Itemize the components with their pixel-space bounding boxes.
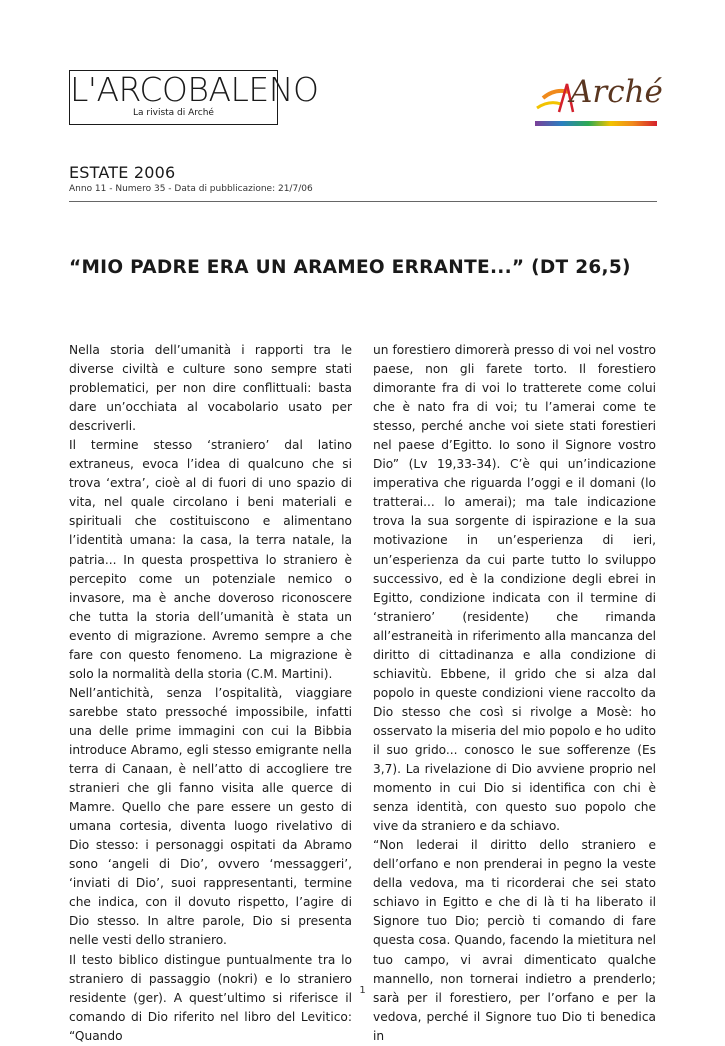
paragraph: Il testo biblico distingue puntualmente tra lo straniero di passaggio (nokri) e lo straniero residente (ger). A quest’ultimo si riferisce il comando di Dio riferito nel libro del Levitico: “Quando — [69, 952, 352, 1043]
paragraph: Nella storia dell’umanità i rapporti tra le diverse civiltà e culture sono sempre stati problematici, per non dire conflittuali: basta dare un’occhiata al vocabolario usato per descriverli. — [69, 343, 352, 434]
logo-text: Arché — [570, 74, 663, 110]
paragraph: Nell’antichità, senza l’ospitalità, viaggiare sarebbe stato pressoché impossibile, infatti una delle prime immagini con cui la Bibbia introduce Abramo, egli stesso emigrante nella terra di Canaan, è nell’atto di accogliere tre stranieri che gli fanno visita alle querce di Mamre. Quello che pare essere un gesto di umana cortesia, diventa luogo rivelativo di Dio stesso: i personaggi ospitati da Abramo sono ‘angeli di Dio’, ovvero ‘messaggeri’, ‘inviati di Dio’, suoi rappresentanti, termine che indica, con il dovuto rispetto, l’agire di Dio stesso. In altre parole, Dio si presenta nelle vesti dello straniero. — [69, 685, 352, 948]
page-number: 1 — [359, 985, 366, 996]
paragraph: Il termine stesso ‘straniero’ dal latino extraneus, evoca l’idea di qualcuno che si trova ‘extra’, cioè al di fuori di uno spazio di vita, nel quale circolano i beni materiali e spirituali che costituiscono e alimentano l’identità umana: la casa, la terra natale, la patria... In questa prospettiva lo straniero è percepito come un potenziale nemico o invasore, ma è anche doveroso riconoscere che tutta la storia dell’umanità è stata un evento di migrazione. Avremo sempre a che fare con questo fenomeno. La migrazione è solo la normalità della storia (C.M. Martini). — [69, 438, 352, 681]
arche-logo — [535, 72, 663, 128]
issue-title: ESTATE 2006 — [69, 163, 176, 182]
right-column — [373, 341, 656, 1046]
divider — [69, 201, 657, 202]
paragraph: “Non lederai il diritto dello straniero e dell’orfano e non prenderai in pegno la veste della vedova, ma ti ricorderai che sei stato schiavo in Egitto e che di là ti ha liberato il Signore tuo Dio; perciò ti comando di fare questa cosa. Quando, facendo la mietitura nel tuo campo, vi avrai dimenticato qualche mannello, non tornerai indietro a prenderlo; sarà per il forestiero, per l’orfano e per la vedova, perché il Signore tuo Dio ti benedica in — [373, 838, 656, 1043]
paragraph: un forestiero dimorerà presso di voi nel vostro paese, non gli farete torto. Il forestiero dimorante fra di voi lo tratterete come colui che è nato fra di voi; tu l’amerai come te stesso, perché anche voi siete stati forestieri nel paese d’Egitto. Io sono il Signore vostro Dio” (Lv 19,33-34). C’è qui un’indicazione imperativa che riguarda l’oggi e il domani (lo tratterai... lo amerai); ma tale indicazione trova la sua sorgente di ispirazione e la sua motivazione in un’esperienza di ieri, un’esperienza da cui parte tutto lo sviluppo successivo, ed è la condizione degli ebrei in Egitto, condizione indicata con il termine di ‘straniero’ (residente) che rimanda all’estraneità in riferimento alla mancanza del diritto di cittadinanza e alla condizione di schiavitù. Ebbene, il grido che si alza dal popolo in queste condizioni viene raccolto da Dio stesso che così si rivolge a Mosè: ho osservato la miseria del mio popolo e ho udito il suo grido... conosco le sue sofferenze (Es 3,7). La rivelazione di Dio avviene proprio nel momento in cui Dio si identifica con chi è senza identità, con questo suo popolo che vive da straniero e da schiavo. — [373, 343, 656, 834]
issue-meta: Anno 11 - Numero 35 - Data di pubblicazione: 21/7/06 — [69, 184, 313, 194]
masthead-logo — [69, 70, 319, 125]
rainbow-bar — [535, 121, 657, 126]
masthead-title: L'ARCOBALENO — [70, 70, 319, 109]
article-headline: “MIO PADRE ERA UN ARAMEO ERRANTE...” (DT 26,5) — [69, 257, 631, 278]
masthead-subtitle: La rivista di Arché — [133, 108, 214, 118]
left-column — [69, 341, 352, 1046]
